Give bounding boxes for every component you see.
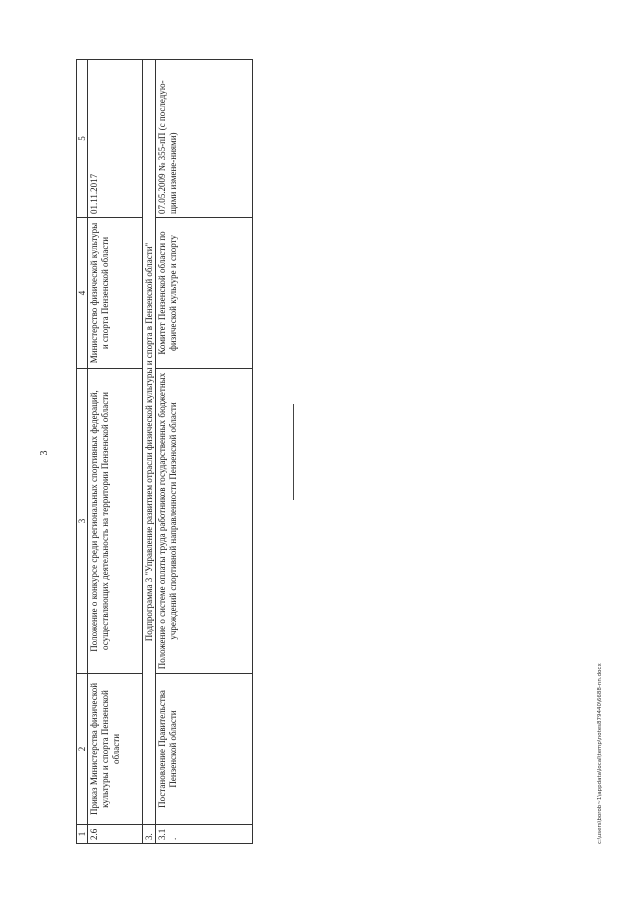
responsible-body: Министерство физической культуры и спорта Пензенской области (88, 218, 143, 369)
act-date: 07.05.2009 № 355-пП (с последую-щими измене-ниями) (156, 60, 253, 218)
act-type: Постановление Правительства Пензенской области (156, 674, 253, 825)
header-cell: 5 (77, 60, 88, 218)
subprogram-title: Подпрограмма 3 "Управление развитием отрасли физической культуры и спорта в Пензенской области" (143, 60, 156, 825)
responsible-body: Комитет Пензенской области по физической культуре и спорту (156, 218, 253, 369)
act-title: Положение о системе оплаты труда работников государственных бюджетных учреждений спортивной направленности Пензенской области (156, 369, 253, 674)
table-header-row (77, 60, 88, 844)
end-divider-line (293, 404, 294, 500)
legal-acts-table (76, 59, 253, 844)
header-cell: 2 (77, 674, 88, 825)
row-number: 3.1. (156, 825, 253, 844)
row-number: 2.6 (88, 825, 143, 844)
subprogram-row (143, 60, 156, 844)
page-number: 3 (39, 450, 50, 456)
act-date: 01.11.2017 (88, 60, 143, 218)
table-row (156, 60, 253, 844)
header-cell: 4 (77, 218, 88, 369)
legal-acts-table-area (76, 60, 256, 844)
header-cell: 3 (77, 369, 88, 674)
footer-file-path: c:\users\borob~1\appdata\local\temp\notes879440\6688-nn.docx (597, 663, 603, 844)
table-row (88, 60, 143, 844)
header-cell: 1 (77, 825, 88, 844)
act-type: Приказ Министерства физической культуры и спорта Пензенской области (88, 674, 143, 825)
act-title: Положение о конкурсе среди региональных спортивных федераций, осуществляющих деятельность на территории Пензенской области (88, 369, 143, 674)
row-number: 3. (143, 825, 156, 844)
footer-file-path-area (596, 626, 604, 844)
